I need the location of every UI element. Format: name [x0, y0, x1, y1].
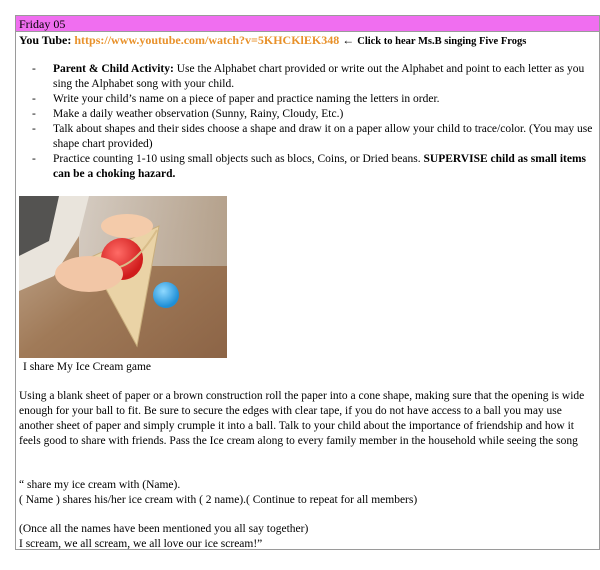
song-line-1: “ share my ice cream with (Name). — [19, 479, 181, 491]
child-fingers — [101, 214, 153, 238]
list-item — [16, 122, 594, 152]
bullet-dash: - — [32, 123, 36, 135]
ice-cream-cone-photo — [19, 196, 227, 358]
bullet-dash: - — [32, 93, 36, 105]
activity-text: Use the Alphabet chart provided or write out the Alphabet and point to each letter as you sing the Alphabet song with your child. — [53, 63, 585, 90]
activity-text: Write your child’s name on a piece of paper and practice naming the letters in order. — [53, 93, 440, 105]
photo-illustration — [19, 196, 227, 358]
youtube-note: Click to hear Ms.B singing Five Frogs — [357, 36, 527, 47]
activity-bold: Parent & Child Activity: — [53, 63, 174, 75]
list-item — [16, 152, 594, 182]
blue-ball — [153, 282, 179, 308]
bullet-dash: - — [32, 63, 36, 75]
list-item — [16, 92, 594, 107]
left-arrow-icon: ← — [342, 33, 355, 47]
child-hand — [55, 256, 123, 292]
day-header — [16, 16, 599, 32]
youtube-label: You Tube: — [19, 33, 72, 47]
list-item — [16, 107, 594, 122]
youtube-line — [19, 33, 526, 49]
song-line-2: ( Name ) shares his/her ice cream with ( 2 name).( Continue to repeat for all members) — [19, 494, 418, 506]
activity-list — [16, 62, 594, 182]
song-lines — [19, 478, 597, 508]
activity-text: Make a daily weather observation (Sunny, Rainy, Cloudy, Etc.) — [53, 108, 344, 120]
activity-warning: SUPERVISE child as small items can be a choking hazard. — [53, 153, 587, 180]
closing-lines — [19, 522, 597, 552]
activity-text: Practice counting 1-10 using small objects such as blocs, Coins, or Dried beans. — [53, 153, 424, 165]
game-description: Using a blank sheet of paper or a brown construction roll the paper into a cone shape, making sure that the opening is wide enough for your ball to fit. Be sure to secure the edges with clear tape, if you do not have access to a ball you may use another sheet of paper and simply crumple it into a ball. Talk to your child about the importance of friendship and how it feels good to share with friends. Pass the Ice cream along to every family member in the household while seeing the song — [19, 390, 585, 447]
bullet-dash: - — [32, 108, 36, 120]
day-label: Friday 05 — [19, 17, 66, 31]
bullet-dash: - — [32, 153, 36, 165]
youtube-link[interactable]: https://www.youtube.com/watch?v=5KHCKlEK348 — [74, 33, 340, 47]
activity-text: Talk about shapes and their sides choose a shape and draw it on a paper allow your child to trace/color. (You may use shape chart provided) — [53, 123, 593, 150]
closing-line-1: (Once all the names have been mentioned you all say together) — [19, 523, 309, 535]
game-caption: I share My Ice Cream game — [23, 361, 152, 373]
list-item — [16, 62, 594, 92]
closing-line-2: I scream, we all scream, we all love our ice scream!” — [19, 538, 263, 550]
lesson-page — [15, 15, 600, 550]
